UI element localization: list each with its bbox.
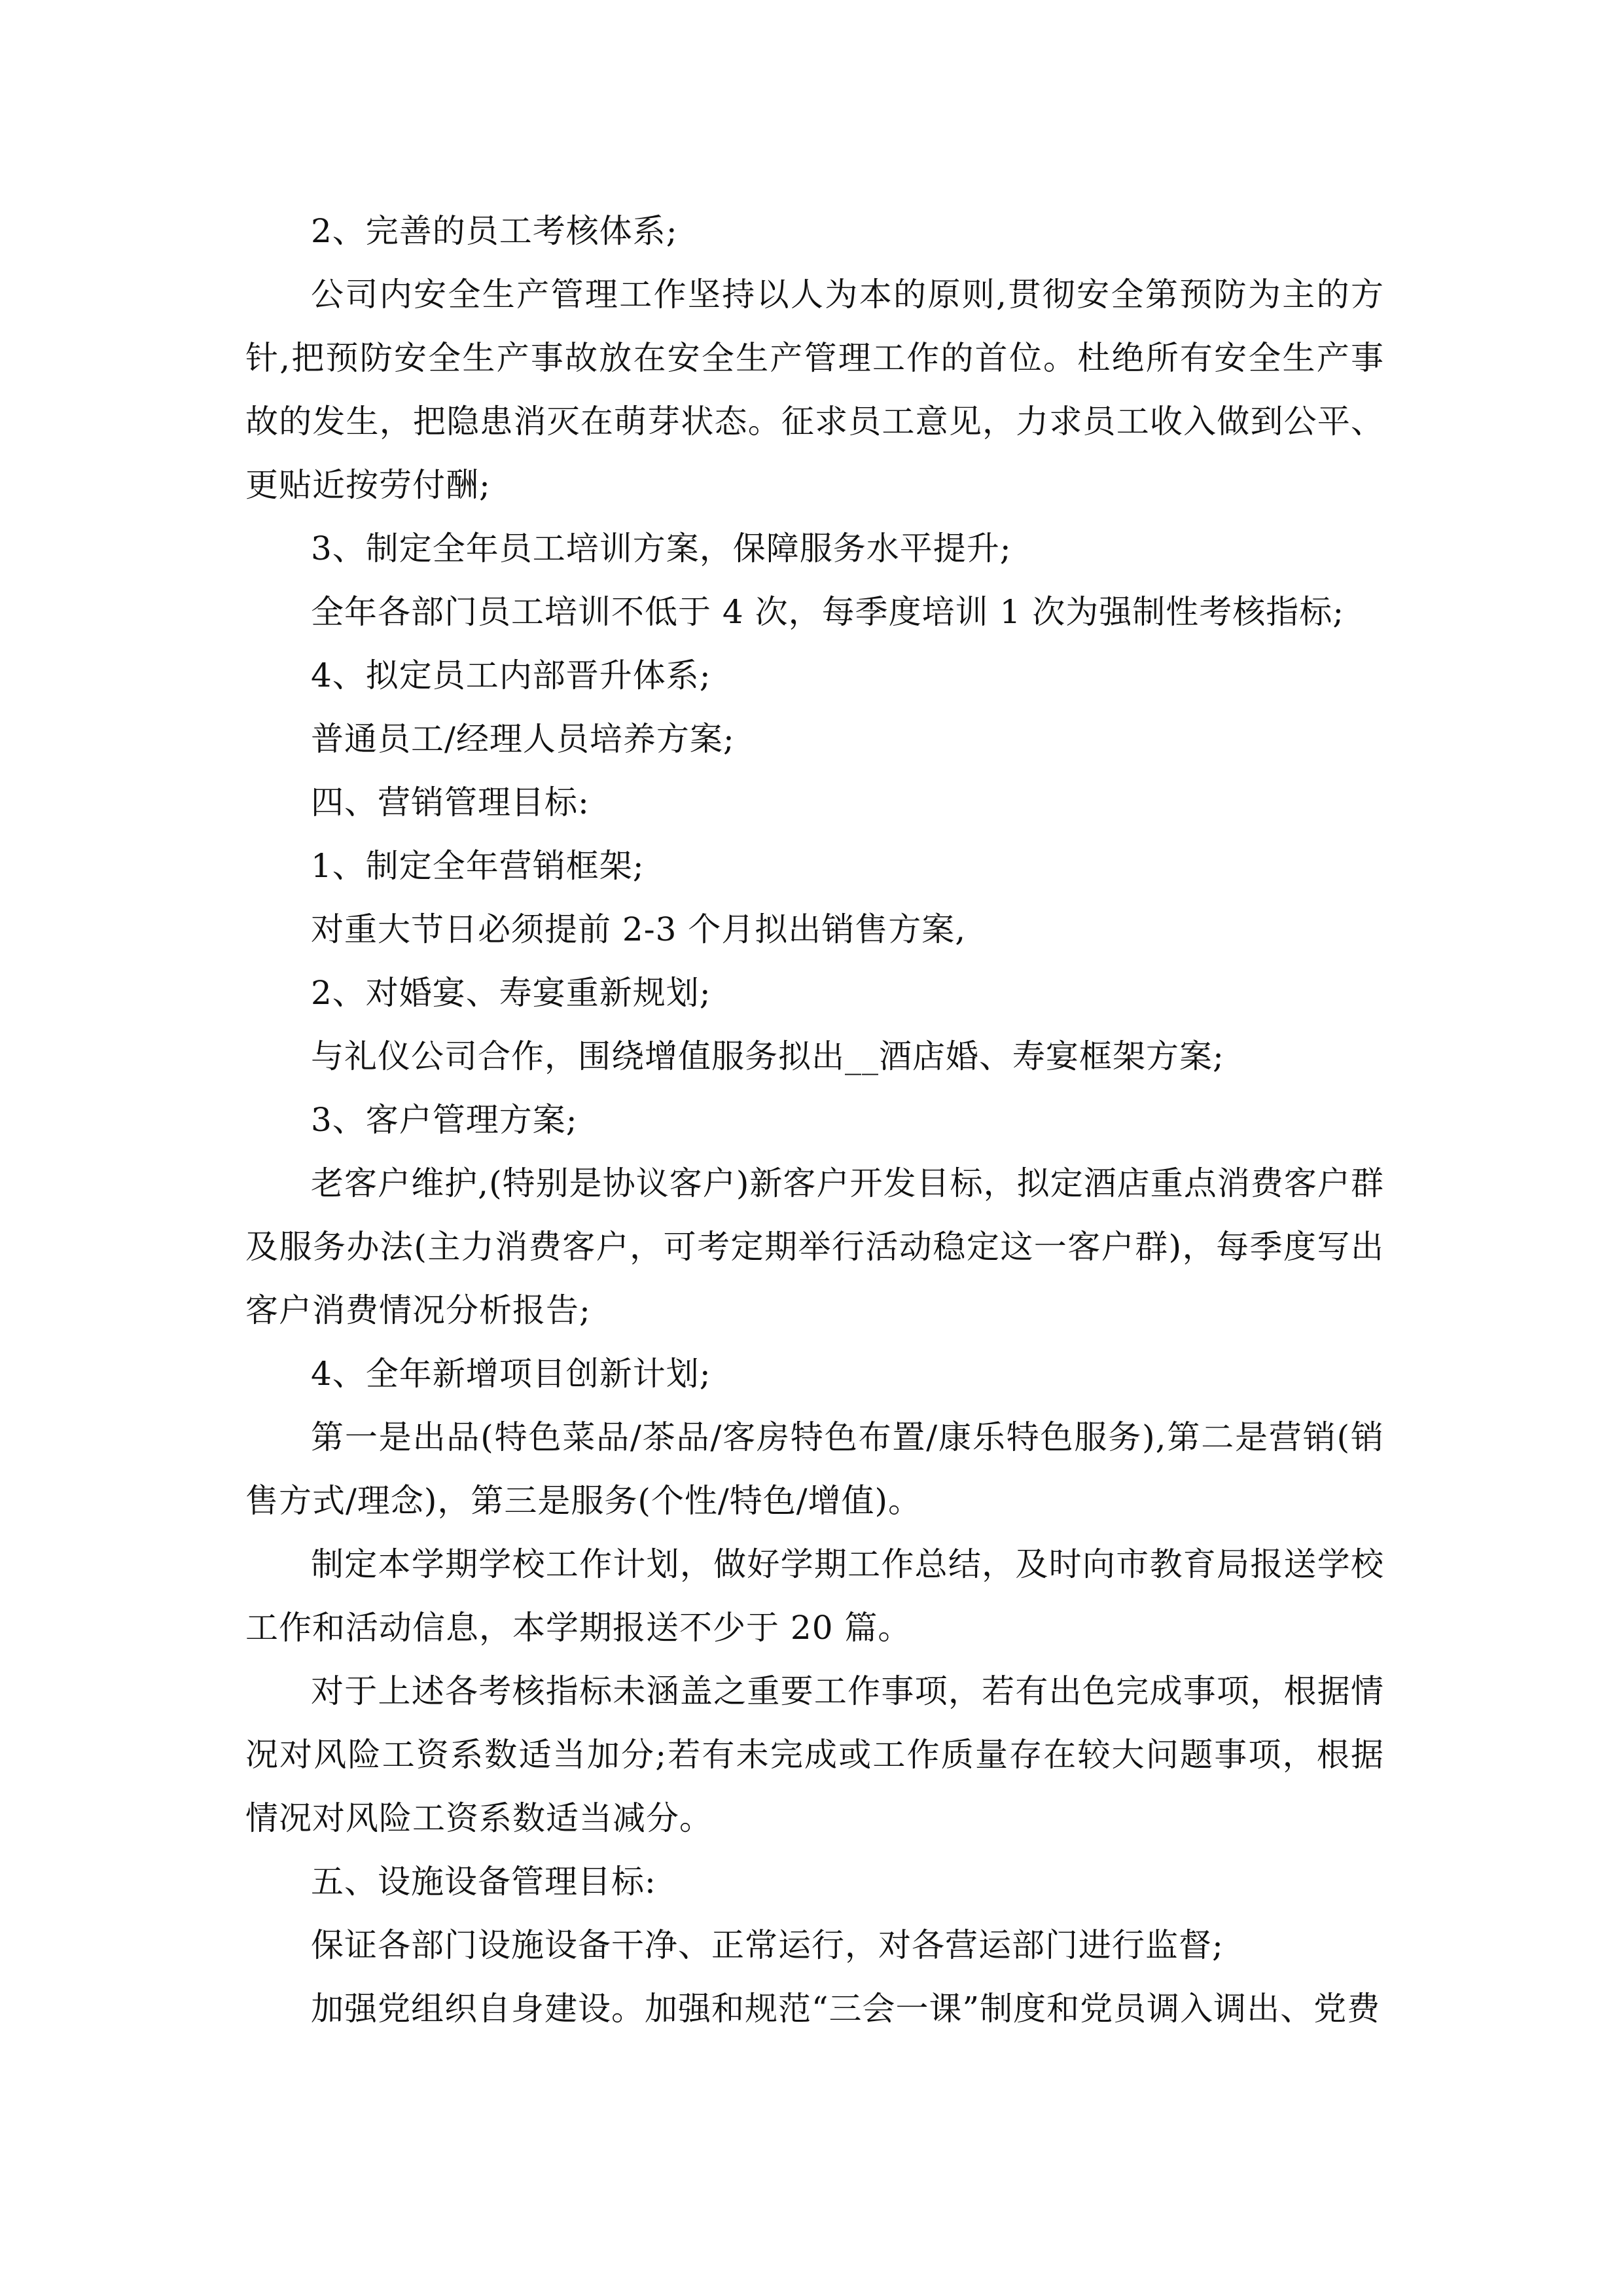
paragraph-assessment-adjustment: 对于上述各考核指标未涵盖之重要工作事项，若有出色完成事项，根据情况对风险工资系数适当加分;若有未完成或工作质量存在较大问题事项，根据情况对风险工资系数适当减分。: [245, 1672, 1384, 1837]
paragraph-facility-maintenance: 保证各部门设施设备干净、正常运行，对各营运部门进行监督;: [311, 1926, 1224, 1964]
paragraph-marketing-item-3: 3、客户管理方案;: [311, 1101, 578, 1139]
paragraph-party-building: 加强党组织自身建设。加强和规范“三会一课”制度和党员调入调出、党费: [311, 1990, 1381, 2028]
paragraph-safety-management: 公司内安全生产管理工作坚持以人为本的原则,贯彻安全第预防为主的方针,把预防安全生产事故放在安全生产管理工作的首位。杜绝所有安全生产事故的发生，把隐患消灭在萌芽状态。征求员工意见，力求员工收入做到公平、更贴近按劳付酬;: [245, 276, 1384, 504]
paragraph-item-2-heading: 2、完善的员工考核体系;: [311, 212, 678, 250]
paragraph-staff-plan: 普通员工/经理人员培养方案;: [311, 720, 735, 758]
paragraph-new-projects: 第一是出品(特色菜品/茶品/客房特色布置/康乐特色服务),第二是营销(销售方式/理念)，第三是服务(个性/特色/增值)。: [245, 1418, 1384, 1520]
paragraph-marketing-item-4: 4、全年新增项目创新计划;: [311, 1355, 711, 1393]
paragraph-marketing-item-2: 2、对婚宴、寿宴重新规划;: [311, 974, 711, 1012]
paragraph-marketing-item-1: 1、制定全年营销框架;: [311, 847, 645, 885]
paragraph-item-4-heading: 4、拟定员工内部晋升体系;: [311, 656, 711, 694]
paragraph-wedding-plan: 与礼仪公司合作，围绕增值服务拟出__酒店婚、寿宴框架方案;: [311, 1037, 1224, 1075]
paragraph-section-4-heading: 四、营销管理目标:: [311, 783, 590, 821]
document-body: [245, 200, 1384, 2041]
paragraph-customer-management: 老客户维护,(特别是协议客户)新客户开发目标，拟定酒店重点消费客户群及服务办法(主力消费客户，可考定期举行活动稳定这一客户群)，每季度写出客户消费情况分析报告;: [245, 1164, 1384, 1329]
paragraph-holiday-plan: 对重大节日必须提前 2-3 个月拟出销售方案,: [311, 910, 967, 948]
paragraph-training-frequency: 全年各部门员工培训不低于 4 次，每季度培训 1 次为强制性考核指标;: [311, 593, 1345, 631]
paragraph-school-plan: 制定本学期学校工作计划，做好学期工作总结，及时向市教育局报送学校工作和活动信息，本学期报送不少于 20 篇。: [245, 1545, 1384, 1647]
paragraph-item-3-heading: 3、制定全年员工培训方案，保障服务水平提升;: [311, 529, 1012, 567]
paragraph-section-5-heading: 五、设施设备管理目标:: [311, 1863, 656, 1901]
